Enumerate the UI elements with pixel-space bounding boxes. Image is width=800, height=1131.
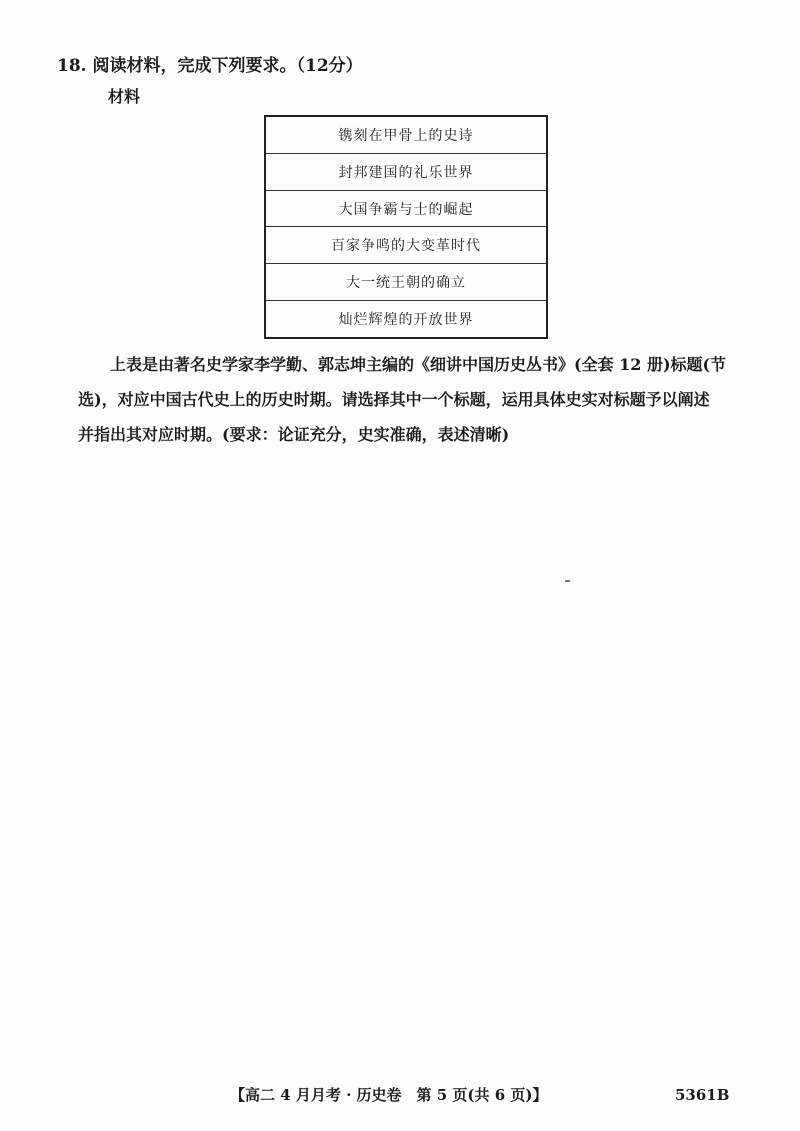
table-row: 大国争霸与士的崛起	[266, 191, 546, 228]
material-table	[264, 115, 548, 339]
scan-mark	[565, 580, 570, 582]
body-line: 选)，对应中国古代史上的历史时期。请选择其中一个标题，运用具体史实对标题予以阐述	[78, 390, 710, 409]
table-row: 镌刻在甲骨上的史诗	[266, 117, 546, 154]
page-footer: 【高二 4 月月考 · 历史卷 第 5 页(共 6 页)】	[230, 1086, 548, 1104]
table-row: 大一统王朝的确立	[266, 264, 546, 301]
body-line: 并指出其对应时期。(要求：论证充分，史实准确，表述清晰)	[78, 425, 510, 444]
table-row: 灿烂辉煌的开放世界	[338, 312, 474, 329]
table-row: 百家争鸣的大变革时代	[266, 227, 546, 264]
material-label: 材料	[108, 87, 141, 106]
question-title: 18. 阅读材料，完成下列要求。（12分）	[57, 56, 363, 76]
exam-code: 5361B	[675, 1086, 730, 1104]
question-body	[78, 347, 734, 452]
table-row: 封邦建国的礼乐世界	[266, 154, 546, 191]
body-line: 上表是由著名史学家李学勤、郭志坤主编的《细讲中国历史丛书》(全套 12 册)标题(节	[110, 355, 727, 374]
